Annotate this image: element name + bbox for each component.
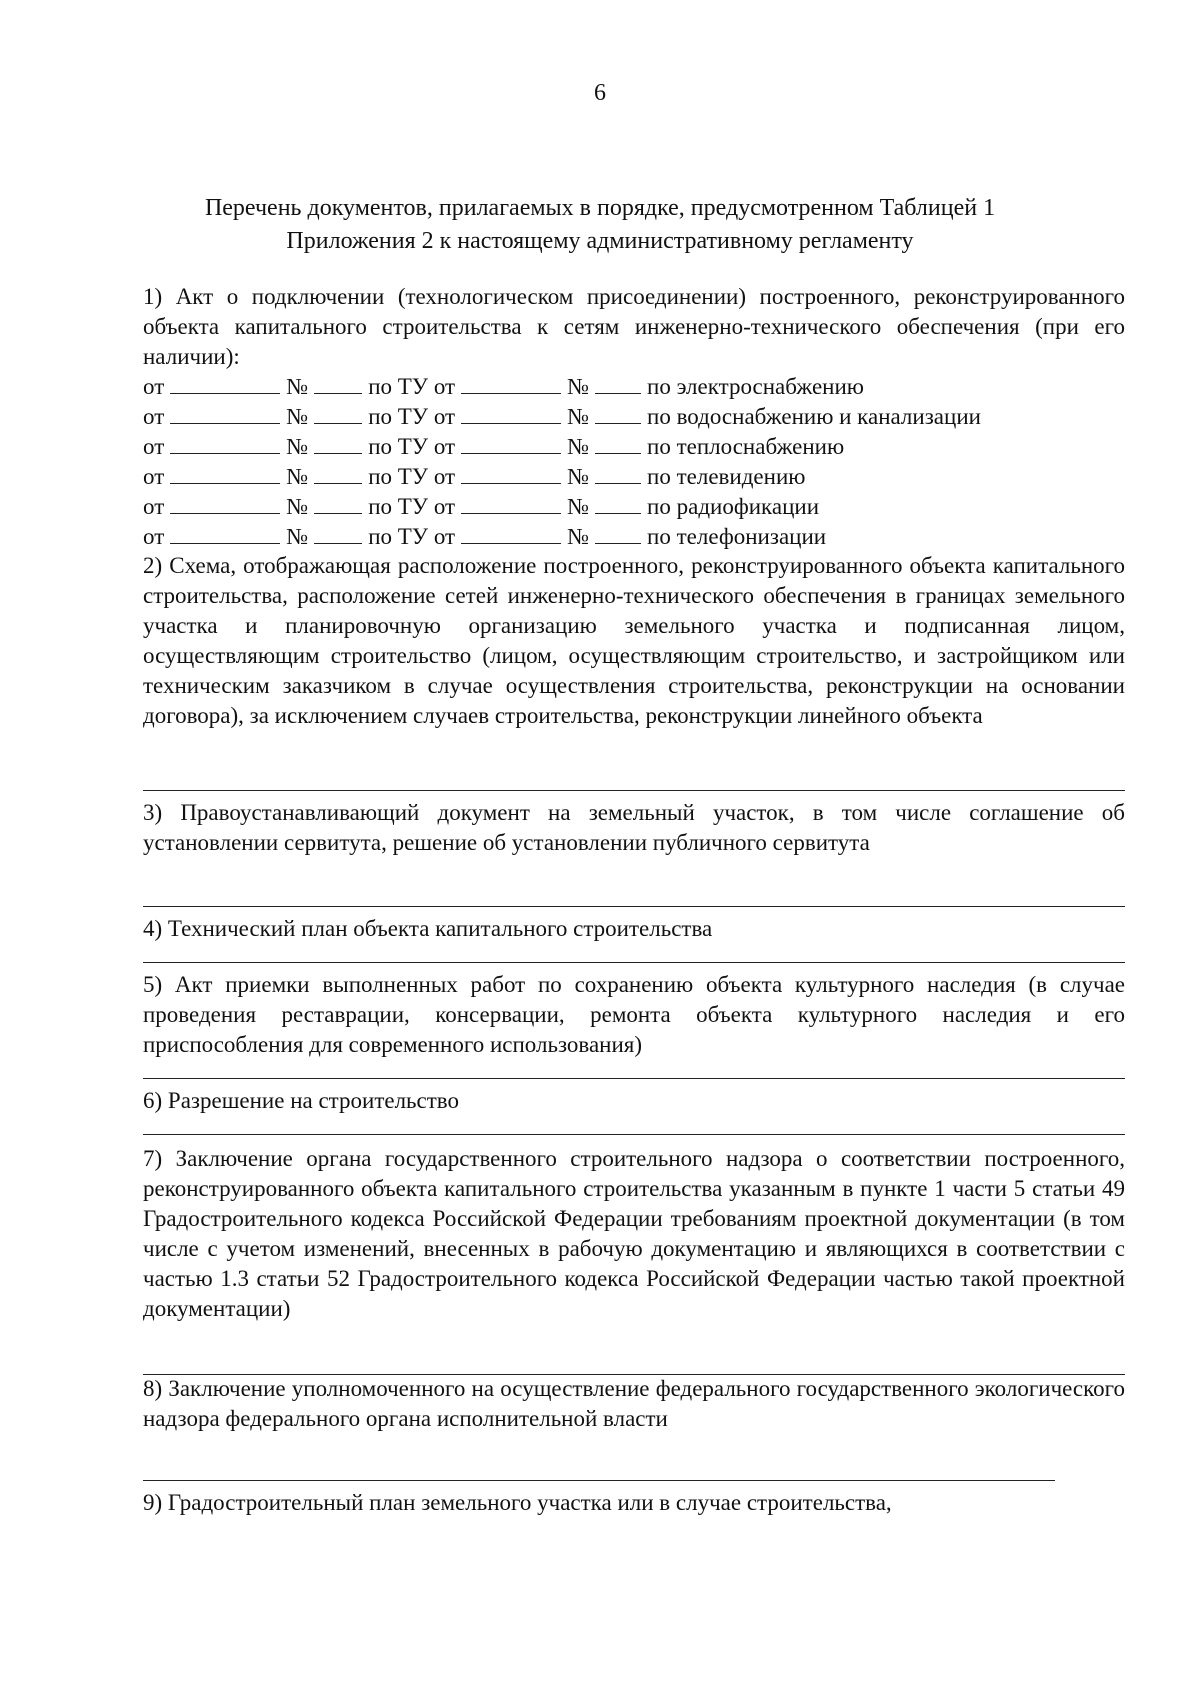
item-5-text: 5) Акт приемки выполненных работ по сохранению объекта культурного наследия (в случае проведения реставрации, консервации, ремонта объекта культурного наследия и его приспособления для современного использования) xyxy=(143,972,1125,1057)
label-tu-from: по ТУ от xyxy=(368,524,456,549)
label-tu-number: № xyxy=(567,434,590,459)
fill-row xyxy=(143,522,1125,552)
date-blank xyxy=(170,523,280,544)
item-9 xyxy=(143,1488,1125,1518)
service-type: по теплоснабжению xyxy=(647,434,845,459)
date-blank xyxy=(170,493,280,514)
number-blank xyxy=(314,403,362,424)
label-tu-from: по ТУ от xyxy=(368,404,456,429)
item-2-text: 2) Схема, отображающая расположение построенного, реконструированного объекта капитального строительства, расположение сетей инженерно-технического обеспечения в границах земельного участка и планировочную организацию земельного участка и подписанная лицом, осуществляющим строительство (лицом, осуществляющим строительство, и застройщиком или техническим заказчиком в случае осуществления строительства, реконструкции на основании договора), за исключением случаев строительства, реконструкции линейного объекта xyxy=(143,553,1125,728)
tu-number-blank xyxy=(595,433,641,454)
fill-row xyxy=(143,492,1125,522)
fill-row xyxy=(143,462,1125,492)
heading-line-2: Приложения 2 к настоящему административному регламенту xyxy=(286,228,914,254)
label-tu-number: № xyxy=(567,404,590,429)
item-3-text: 3) Правоустанавливающий документ на земельный участок, в том числе соглашение об установлении сервитута, решение об установлении публичного сервитута xyxy=(143,800,1125,855)
item-4 xyxy=(143,914,1125,944)
fill-row xyxy=(143,372,1125,402)
tu-number-blank xyxy=(595,523,641,544)
number-blank xyxy=(314,373,362,394)
item-2 xyxy=(143,551,1125,731)
tu-date-blank xyxy=(461,373,561,394)
tu-date-blank xyxy=(461,463,561,484)
fill-line-5 xyxy=(143,1078,1125,1079)
item-9-text: 9) Градостроительный план земельного участка или в случае строительства, xyxy=(143,1490,892,1515)
fill-row xyxy=(143,402,1125,432)
item-6-text: 6) Разрешение на строительство xyxy=(143,1088,460,1113)
service-type: по радиофикации xyxy=(647,494,819,519)
label-number: № xyxy=(286,374,309,399)
fill-line-8 xyxy=(143,1480,1055,1481)
tu-date-blank xyxy=(461,523,561,544)
label-from: от xyxy=(143,404,165,429)
label-tu-from: по ТУ от xyxy=(368,464,456,489)
label-tu-from: по ТУ от xyxy=(368,494,456,519)
number-blank xyxy=(314,523,362,544)
label-number: № xyxy=(286,494,309,519)
item-7-text: 7) Заключение органа государственного строительного надзора о соответствии построенного, реконструированного объекта капитального строительства указанным в пункте 1 части 5 статьи 49 Градостроительного кодекса Российской Федерации требованиям проектной документации (в том числе с учетом изменений, внесенных в рабочую документацию и являющихся в соответствии с частью 1.3 статьи 52 Градостроительного кодекса Российской Федерации частью такой проектной документации) xyxy=(143,1146,1125,1321)
item-8 xyxy=(143,1374,1125,1434)
fill-line-2 xyxy=(143,790,1125,791)
connection-fill-lines xyxy=(143,372,1125,552)
item-1-text: 1) Акт о подключении (технологическом присоединении) построенного, реконструированного объекта капитального строительства к сетям инженерно-технического обеспечения (при его наличии): xyxy=(143,284,1125,369)
label-from: от xyxy=(143,524,165,549)
label-tu-from: по ТУ от xyxy=(368,434,456,459)
tu-number-blank xyxy=(595,493,641,514)
label-number: № xyxy=(286,434,309,459)
fill-line-4 xyxy=(143,962,1125,963)
item-1 xyxy=(143,282,1125,552)
label-from: от xyxy=(143,494,165,519)
date-blank xyxy=(170,403,280,424)
number-blank xyxy=(314,433,362,454)
item-3 xyxy=(143,798,1125,858)
date-blank xyxy=(170,373,280,394)
fill-row xyxy=(143,432,1125,462)
label-from: от xyxy=(143,374,165,399)
item-4-text: 4) Технический план объекта капитального строительства xyxy=(143,916,713,941)
fill-line-6 xyxy=(143,1134,1125,1135)
label-from: от xyxy=(143,464,165,489)
number-blank xyxy=(314,493,362,514)
label-number: № xyxy=(286,524,309,549)
label-number: № xyxy=(286,464,309,489)
service-type: по телевидению xyxy=(647,464,806,489)
item-8-text: 8) Заключение уполномоченного на осуществление федерального государственного экологического надзора федерального органа исполнительной власти xyxy=(143,1376,1125,1431)
label-number: № xyxy=(286,404,309,429)
service-type: по телефонизации xyxy=(647,524,827,549)
tu-number-blank xyxy=(595,403,641,424)
date-blank xyxy=(170,463,280,484)
service-type: по водоснабжению и канализации xyxy=(647,404,981,429)
item-5 xyxy=(143,970,1125,1060)
tu-date-blank xyxy=(461,493,561,514)
heading-line-1: Перечень документов, прилагаемых в порядке, предусмотренном Таблицей 1 xyxy=(204,195,996,221)
page-number: 6 xyxy=(594,80,606,106)
document-heading xyxy=(150,192,1050,258)
label-from: от xyxy=(143,434,165,459)
tu-number-blank xyxy=(595,373,641,394)
label-tu-number: № xyxy=(567,374,590,399)
label-tu-number: № xyxy=(567,464,590,489)
number-blank xyxy=(314,463,362,484)
tu-number-blank xyxy=(595,463,641,484)
service-type: по электроснабжению xyxy=(647,374,864,399)
label-tu-from: по ТУ от xyxy=(368,374,456,399)
item-6 xyxy=(143,1086,1125,1116)
label-tu-number: № xyxy=(567,494,590,519)
date-blank xyxy=(170,433,280,454)
tu-date-blank xyxy=(461,433,561,454)
item-7 xyxy=(143,1144,1125,1324)
tu-date-blank xyxy=(461,403,561,424)
fill-line-3 xyxy=(143,906,1125,907)
label-tu-number: № xyxy=(567,524,590,549)
